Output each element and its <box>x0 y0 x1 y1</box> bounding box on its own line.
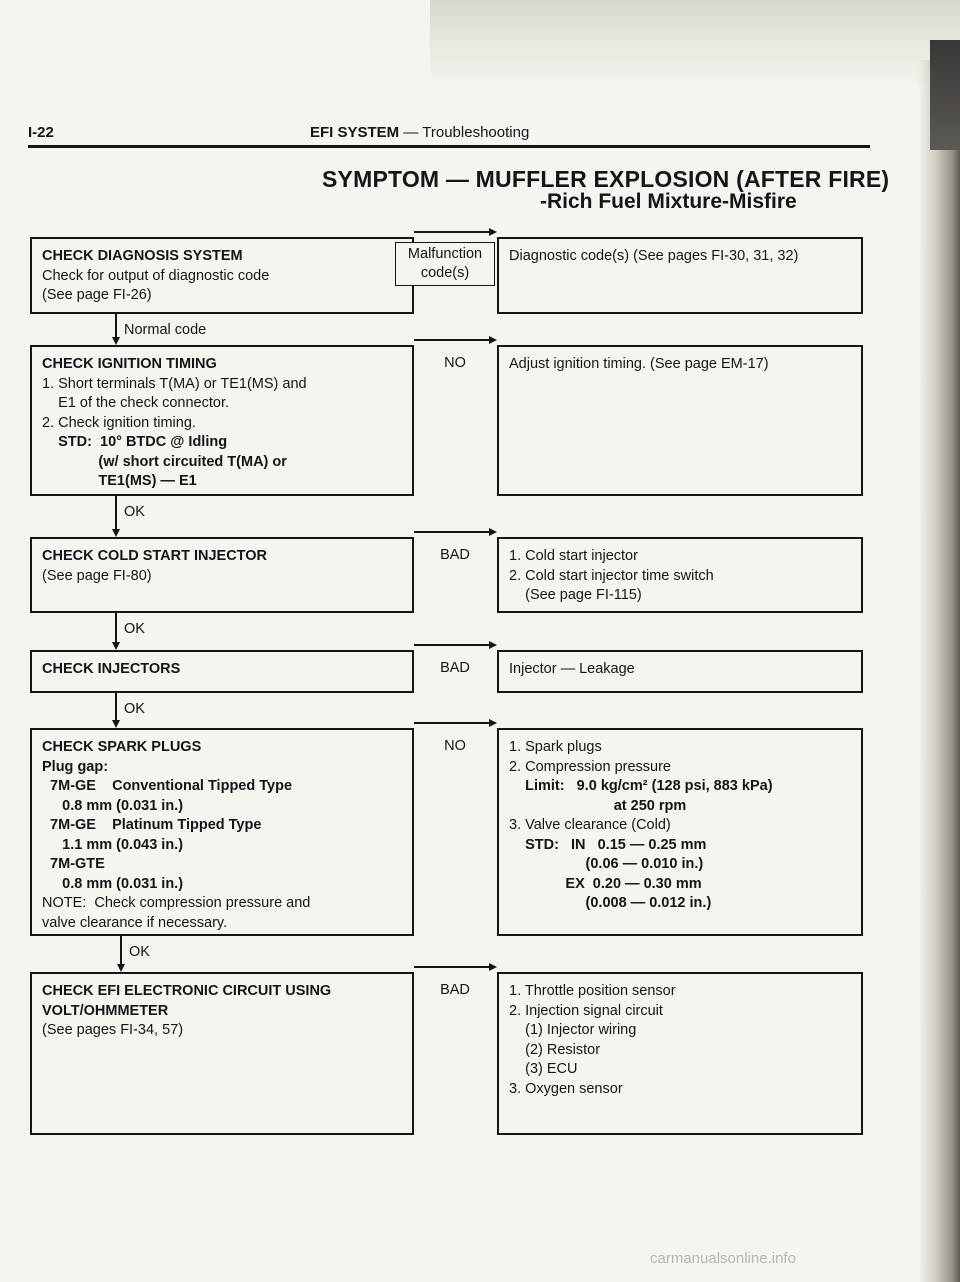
check-step-line: (See page FI-80) <box>42 567 152 584</box>
check-step-line: Plug gap: <box>42 758 109 775</box>
branch-label-malfunction <box>395 242 495 286</box>
check-step-line: 7M-GE Conventional Tipped Type <box>42 778 293 794</box>
result-line: 1. Spark plugs <box>509 739 602 755</box>
check-step-line: VOLT/OHMMETER <box>42 1002 169 1019</box>
flow-connector <box>115 693 117 720</box>
check-step-box <box>30 972 414 1135</box>
header-topic: Troubleshooting <box>422 124 530 141</box>
arrow-right-icon <box>489 719 497 727</box>
branch-connector <box>414 722 491 724</box>
arrow-right-icon <box>489 528 497 536</box>
result-line: 1. Throttle position sensor <box>509 983 676 999</box>
check-step-box <box>30 650 414 693</box>
check-step-title: CHECK SPARK PLUGS <box>42 739 202 755</box>
arrow-right-icon <box>489 641 497 649</box>
next-label: OK <box>124 621 145 637</box>
result-line: 3. Valve clearance (Cold) <box>509 817 671 833</box>
flow-connector <box>115 496 117 529</box>
result-box <box>497 537 863 613</box>
result-line: EX 0.20 — 0.30 mm <box>509 875 702 892</box>
branch-connector <box>414 966 491 968</box>
check-step-title: CHECK COLD START INJECTOR <box>42 548 268 564</box>
branch-label-text: Malfunction code(s) <box>407 246 483 281</box>
arrow-down-icon <box>112 337 120 345</box>
next-label: OK <box>124 701 145 717</box>
symptom-title: SYMPTOM — MUFFLER EXPLOSION (AFTER FIRE) <box>322 166 890 192</box>
result-line: 2. Cold start injector time switch <box>509 567 714 584</box>
result-box <box>497 237 863 314</box>
check-step-line: 2. Check ignition timing. <box>42 414 196 431</box>
page-number: I-22 <box>28 124 54 141</box>
arrow-right-icon <box>489 228 497 236</box>
arrow-right-icon <box>489 336 497 344</box>
result-line: (1) Injector wiring <box>509 1022 637 1038</box>
result-line: (0.008 — 0.012 in.) <box>509 895 712 911</box>
symptom-subtitle: -Rich Fuel Mixture-Misfire <box>540 190 797 213</box>
flow-connector <box>120 936 122 964</box>
result-line: (3) ECU <box>509 1061 578 1077</box>
branch-connector <box>414 339 491 341</box>
check-step-line: 7M-GE Platinum Tipped Type <box>42 817 262 833</box>
check-step-line: STD: 10° BTDC @ Idling <box>42 434 228 450</box>
check-step-line: 0.8 mm (0.031 in.) <box>42 875 184 892</box>
check-step-line: valve clearance if necessary. <box>42 914 228 931</box>
header-section: EFI SYSTEM <box>310 124 400 141</box>
check-step-box <box>30 728 414 936</box>
result-line: at 250 rpm <box>509 797 687 814</box>
check-step-line: Check for output of diagnostic code <box>42 267 270 284</box>
check-step-line: NOTE: Check compression pressure and <box>42 895 311 911</box>
result-line: 2. Injection signal circuit <box>509 1002 663 1019</box>
result-line: (See page FI-115) <box>509 587 642 603</box>
check-step-line: (See page FI-26) <box>42 287 152 303</box>
check-step-line: 1. Short terminals T(MA) or TE1(MS) and <box>42 375 307 392</box>
result-line: STD: IN 0.15 — 0.25 mm <box>509 836 707 853</box>
check-step-title: CHECK DIAGNOSIS SYSTEM <box>42 248 243 264</box>
arrow-right-icon <box>489 963 497 971</box>
branch-label: BAD <box>440 660 470 676</box>
branch-label: BAD <box>440 982 470 998</box>
check-step-box <box>30 345 414 496</box>
check-step-line: 0.8 mm (0.031 in.) <box>42 797 184 814</box>
branch-label: NO <box>444 355 466 371</box>
arrow-down-icon <box>112 642 120 650</box>
check-step-line: TE1(MS) — E1 <box>42 473 197 489</box>
check-step-title: CHECK EFI ELECTRONIC CIRCUIT USING <box>42 983 332 999</box>
result-line: Adjust ignition timing. (See page EM-17) <box>509 356 769 372</box>
result-box <box>497 345 863 496</box>
result-line: 1. Cold start injector <box>509 548 638 564</box>
result-line: (2) Resistor <box>509 1041 601 1058</box>
arrow-down-icon <box>117 964 125 972</box>
next-label: OK <box>129 944 150 960</box>
branch-label: BAD <box>440 547 470 563</box>
result-line: Diagnostic code(s) (See pages FI-30, 31, 32) <box>509 248 799 264</box>
check-step-box <box>30 537 414 613</box>
flow-connector <box>115 314 117 337</box>
result-box <box>497 728 863 936</box>
check-step-title: CHECK INJECTORS <box>42 661 181 677</box>
header-dash: — <box>403 124 423 141</box>
check-step-title: CHECK IGNITION TIMING <box>42 356 217 372</box>
result-box <box>497 972 863 1135</box>
result-line: Injector — Leakage <box>509 661 635 677</box>
check-step-line: 1.1 mm (0.043 in.) <box>42 836 184 853</box>
result-line: Limit: 9.0 kg/cm² (128 psi, 883 kPa) <box>509 778 773 794</box>
footer-watermark: carmanualsonline.info <box>650 1250 796 1267</box>
result-line: 2. Compression pressure <box>509 758 671 775</box>
flow-connector <box>115 613 117 642</box>
branch-connector <box>414 644 491 646</box>
check-step-line: (w/ short circuited T(MA) or <box>42 453 287 470</box>
arrow-down-icon <box>112 529 120 537</box>
check-step-box <box>30 237 414 314</box>
result-line: 3. Oxygen sensor <box>509 1080 623 1097</box>
check-step-line: 7M-GTE <box>42 856 105 872</box>
check-step-line: (See pages FI-34, 57) <box>42 1022 184 1038</box>
result-line: (0.06 — 0.010 in.) <box>509 856 704 872</box>
branch-connector <box>414 231 491 233</box>
next-label: OK <box>124 504 145 520</box>
check-step-line: E1 of the check connector. <box>42 395 229 411</box>
arrow-down-icon <box>112 720 120 728</box>
branch-label: NO <box>444 738 466 754</box>
branch-connector <box>414 531 491 533</box>
next-label: Normal code <box>124 322 207 338</box>
result-box <box>497 650 863 693</box>
